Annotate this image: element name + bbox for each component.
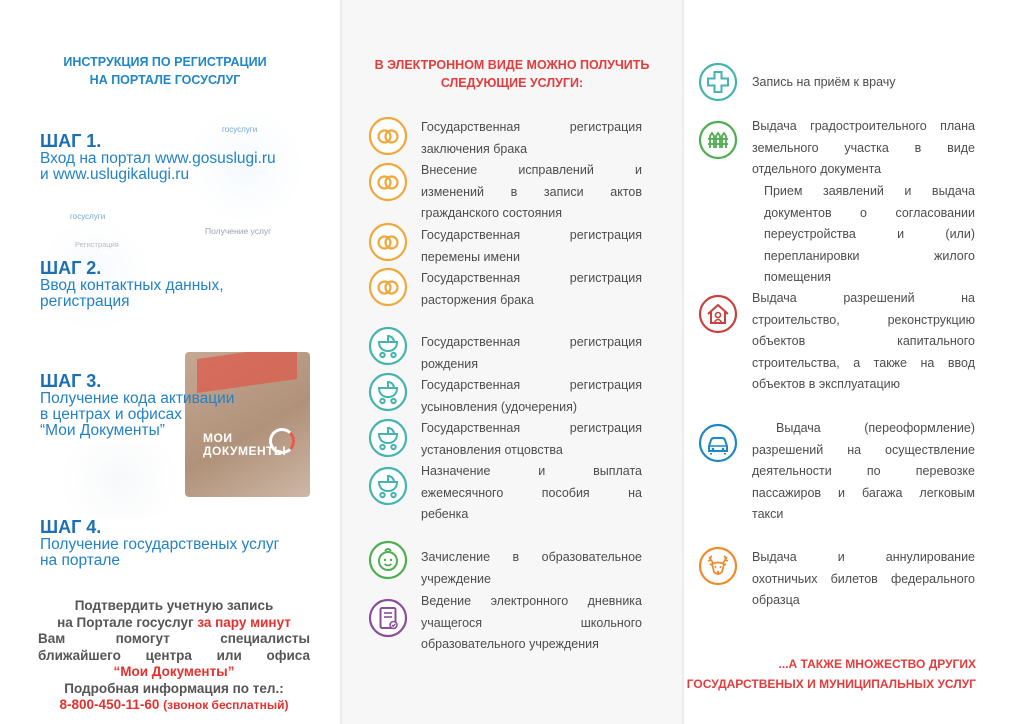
service-redevelopment-approval[interactable]: Прием заявлений и выдача документов о согласовании переустройства и (или) перепланировки жилого помещения xyxy=(764,184,975,284)
stroller-icon xyxy=(368,418,408,458)
deer-icon xyxy=(698,546,738,586)
child-icon xyxy=(368,540,408,580)
rings-icon xyxy=(368,116,408,156)
service-name-change-registration[interactable]: Государственная регистрация перемены имени xyxy=(421,228,642,264)
service-taxi-permit[interactable]: Выдача (переоформление) разрешений на осуществление деятельности по перевозке пассажиров и багажа легковым такси xyxy=(752,421,975,521)
service-urban-plan[interactable]: Выдача градостроительного плана земельного участка в виде отдельного документа xyxy=(752,119,975,176)
stroller-icon xyxy=(368,326,408,366)
left-panel xyxy=(0,0,340,724)
step-text: Вход на портал www.gosuslugi.ru xyxy=(40,150,276,167)
taxi-icon xyxy=(698,423,738,463)
house-icon xyxy=(698,294,738,334)
step-3 xyxy=(40,371,330,439)
step-text: Ввод контактных данных, xyxy=(40,277,224,294)
moi-dokumenty-logo: МОИ ДОКУМЕНТЫ xyxy=(203,431,287,458)
step-text: регистрация xyxy=(40,293,130,310)
step-heading: ШАГ 4. xyxy=(40,517,102,537)
gosuslugi-logo: госуслуги xyxy=(222,125,258,134)
moi-dokumenty-name: “Мои Документы” xyxy=(113,664,235,679)
service-paternity-registration[interactable]: Государственная регистрация установления отцовства xyxy=(421,421,642,457)
portal-services-screenshot-faded xyxy=(45,440,195,520)
service-construction-permit[interactable]: Выдача разрешений на строительство, реконструкцию объектов капитального строительства, а также на ввод объектов в эксплуатацию xyxy=(752,291,975,391)
service-marriage-registration[interactable]: Государственная регистрация заключения брака xyxy=(421,120,642,156)
service-school-enrollment[interactable]: Зачисление в образовательное учреждение xyxy=(421,550,642,586)
rings-icon xyxy=(368,162,408,202)
service-electronic-diary[interactable]: Ведение электронного дневника учащегося школьного образовательного учреждения xyxy=(421,594,642,651)
step-1 xyxy=(40,131,330,183)
service-doctor-appointment[interactable]: Запись на приём к врачу xyxy=(752,75,896,89)
services-title: В ЭЛЕКТРОННОМ ВИДЕ МОЖНО ПОЛУЧИТЬ СЛЕДУЮЩИЕ УСЛУГИ: xyxy=(374,58,650,90)
phone-number[interactable]: 8-800-450-11-60 xyxy=(59,697,160,712)
gosuslugi-logo: госуслуги xyxy=(70,212,106,221)
step-text: на портале xyxy=(40,552,120,569)
step-heading: ШАГ 2. xyxy=(40,258,102,278)
medical-cross-icon xyxy=(698,62,738,102)
step-text: в центрах и офисах xyxy=(40,406,182,423)
middle-panel xyxy=(342,0,682,724)
rings-icon xyxy=(368,267,408,307)
step-text: Получение государственых услуг xyxy=(40,536,280,553)
service-civil-records-corrections[interactable]: Внесение исправлений и изменений в записи актов гражданского состояния xyxy=(421,163,642,220)
fence-icon xyxy=(698,120,738,160)
step-heading: ШАГ 3. xyxy=(40,371,102,391)
diary-icon xyxy=(368,598,408,638)
stroller-icon xyxy=(368,372,408,412)
stroller-icon xyxy=(368,466,408,506)
service-hunting-license[interactable]: Выдача и аннулирование охотничьих билетов федерального образца xyxy=(752,550,975,607)
service-birth-registration[interactable]: Государственная регистрация рождения xyxy=(421,335,642,371)
service-adoption-registration[interactable]: Государственная регистрация усыновления (удочерения) xyxy=(421,378,642,414)
more-services-footer: ...А ТАКЖЕ МНОЖЕСТВО ДРУГИХ ГОСУДАРСТВЕНЫХ И МУНИЦИПАЛЬНЫХ УСЛУГ xyxy=(686,657,976,691)
step-text: Получение кода активации xyxy=(40,390,235,407)
step-text: “Мои Документы” xyxy=(40,422,165,439)
step-text: и www.uslugikalugi.ru xyxy=(40,166,190,183)
ghost-caption: Получение услуг xyxy=(205,226,272,236)
service-child-allowance[interactable]: Назначение и выплата ежемесячного пособия на ребенка xyxy=(421,464,642,521)
rings-icon xyxy=(368,222,408,262)
confirm-account-note: Подтвердить учетную запись на Портале госуслуг за пару минут Вам помогут специалисты ближайшего центра или офиса “Мои Документы” Подробная информация по тел.: 8-800-450-11-60 (звонок бесплатный) xyxy=(38,598,310,712)
right-panel xyxy=(684,0,1024,724)
step-4 xyxy=(40,517,330,569)
service-divorce-registration[interactable]: Государственная регистрация расторжения брака xyxy=(421,271,642,307)
ghost-caption: Регистрация xyxy=(75,240,119,249)
instruction-title: ИНСТРУКЦИЯ ПО РЕГИСТРАЦИИ НА ПОРТАЛЕ ГОСУСЛУГ xyxy=(63,55,267,87)
step-heading: ШАГ 1. xyxy=(40,131,102,151)
step-2 xyxy=(40,258,330,310)
